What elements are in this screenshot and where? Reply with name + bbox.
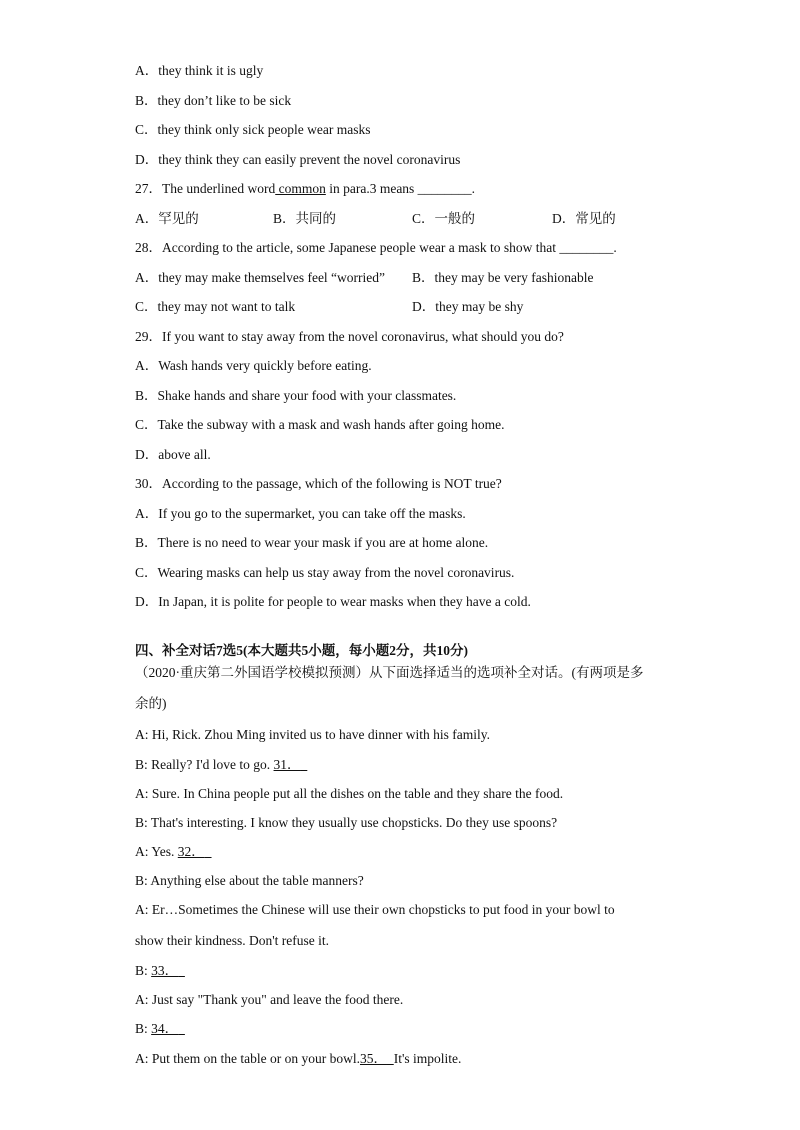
q27-option-d: D．常见的 [552,211,616,226]
q30-stem: 30．According to the passage, which of the following is NOT true? [135,476,502,491]
section4-intro-line1: （2020·重庆第二外国语学校模拟预测）从下面选择适当的选项补全对话。(有两项是多 [135,665,644,680]
q28-stem: 28．According to the article, some Japanese people wear a mask to show that ________. [135,240,617,255]
q27-stem [135,180,475,198]
dialogue-line-12 [135,1050,461,1068]
blank-34: 34． [151,1021,179,1036]
q29-option-c: C．Take the subway with a mask and wash hands after going home. [135,417,505,432]
blank-35: 35． [359,1051,387,1066]
blank-31: 31． [273,757,301,772]
blank-33: 33． [151,963,179,978]
q28-option-a: A．they may make themselves feel “worried” [135,270,386,285]
dialogue-line-8: show their kindness. Don't refuse it. [135,933,330,948]
dialogue-line-12-text: A: Put them on the table or on your bowl. [135,1051,360,1066]
q28-option-c: C．they may not want to talk [135,299,296,314]
dialogue-line-11 [135,1020,185,1038]
q30-option-c: C．Wearing masks can help us stay away from the novel coronavirus. [135,565,515,580]
q27-underlined-word: common [275,181,326,196]
q26-option-a: A．they think it is ugly [135,63,264,78]
dialogue-line-10: A: Just say "Thank you" and leave the food there. [135,992,404,1007]
dialogue-line-3: A: Sure. In China people put all the dishes on the table and they share the food. [135,786,564,801]
q30-option-b: B．There is no need to wear your mask if you are at home alone. [135,535,489,550]
q27-option-b: B．共同的 [273,211,337,226]
q28-option-d: D．they may be shy [412,299,524,314]
q29-option-d: D．above all. [135,447,211,462]
dialogue-line-9-text: B: [135,963,152,978]
q29-option-b: B．Shake hands and share your food with your classmates. [135,388,457,403]
q27-option-a: A．罕见的 [135,211,199,226]
q26-option-c: C．they think only sick people wear masks [135,122,371,137]
dialogue-line-6: B: Anything else about the table manners? [135,873,364,888]
q26-option-b: B．they don’t like to be sick [135,93,292,108]
dialogue-line-2-text: B: Really? I'd love to go. [135,757,274,772]
section4-intro-line2: 余的) [135,696,167,711]
dialogue-line-12-post: It's impolite. [393,1051,462,1066]
dialogue-line-5-text: A: Yes. [135,844,178,859]
dialogue-line-1: A: Hi, Rick. Zhou Ming invited us to have dinner with his family. [135,727,490,742]
dialogue-line-11-text: B: [135,1021,152,1036]
dialogue-line-2 [135,756,307,774]
section4-heading: 四、补全对话7选5(本大题共5小题，每小题2分，共10分) [135,643,468,658]
q30-option-a: A．If you go to the supermarket, you can take off the masks. [135,506,466,521]
blank-32: 32． [177,844,205,859]
dialogue-line-5 [135,843,212,861]
q28-option-b: B．they may be very fashionable [412,270,594,285]
q27-stem-pre: 27．The underlined word [135,181,276,196]
q29-option-a: A．Wash hands very quickly before eating. [135,358,372,373]
dialogue-line-4: B: That's interesting. I know they usually use chopsticks. Do they use spoons? [135,815,558,830]
q30-option-d: D．In Japan, it is polite for people to wear masks when they have a cold. [135,594,531,609]
q27-stem-post: in para.3 means ________. [325,181,476,196]
q29-stem: 29．If you want to stay away from the novel coronavirus, what should you do? [135,329,564,344]
dialogue-line-7: A: Er…Sometimes the Chinese will use their own chopsticks to put food in your bowl to [135,902,615,917]
dialogue-line-9 [135,962,185,980]
q26-option-d: D．they think they can easily prevent the novel coronavirus [135,152,461,167]
q27-option-c: C．一般的 [412,211,476,226]
